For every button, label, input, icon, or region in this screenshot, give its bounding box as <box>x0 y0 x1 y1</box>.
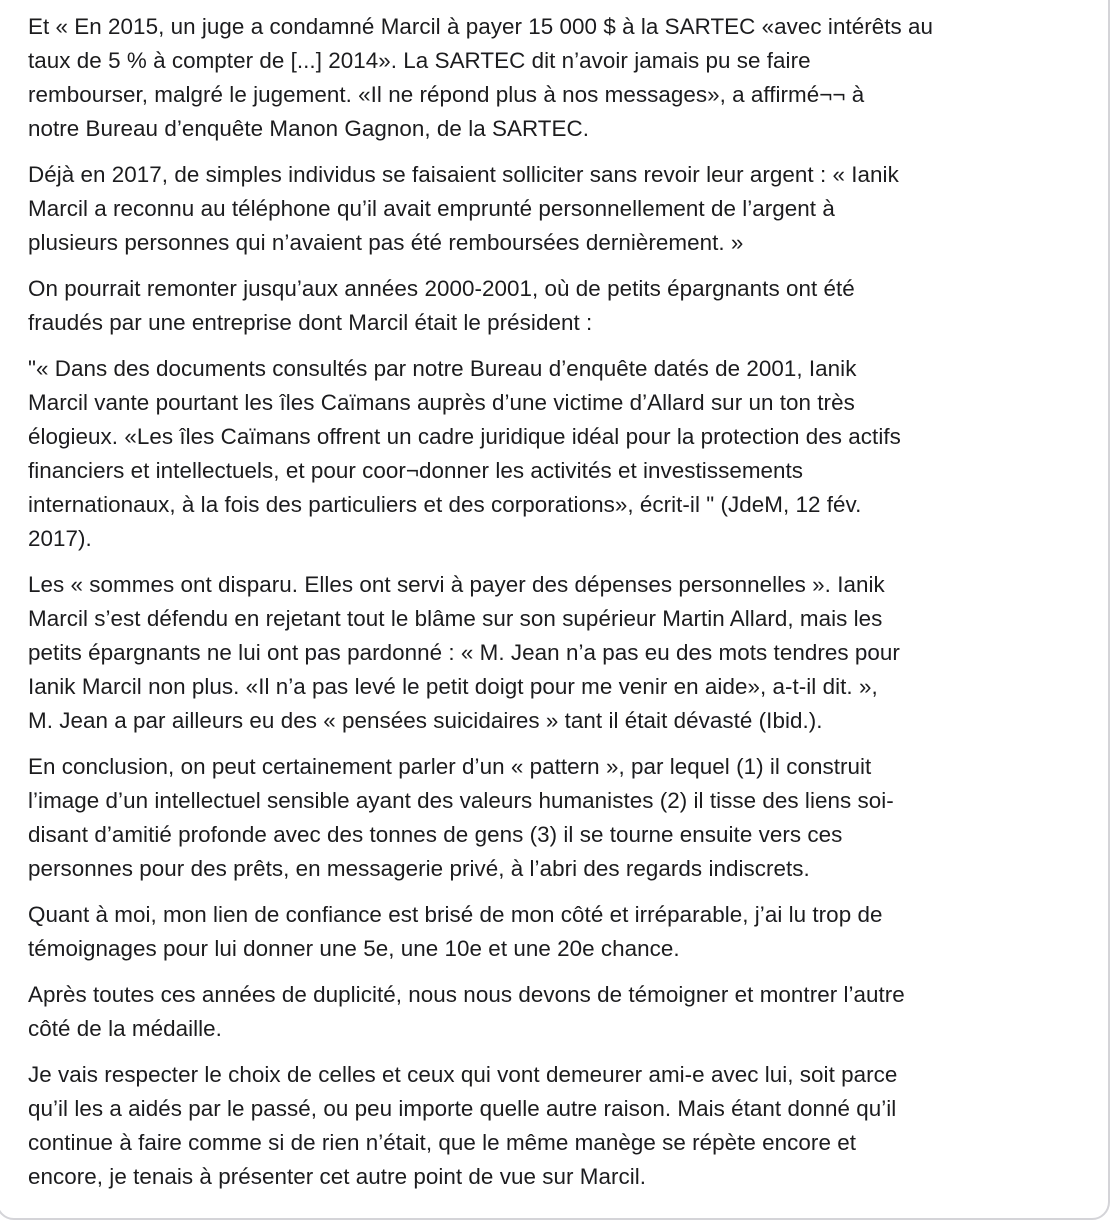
text-line: "« Dans des documents consultés par notre Bureau d’enquête datés de 2001, Ianik <box>28 356 857 381</box>
text-line: qu’il les a aidés par le passé, ou peu importe quelle autre raison. Mais étant donné qu’il <box>28 1096 897 1121</box>
text-line: disant d’amitié profonde avec des tonnes de gens (3) il se tourne ensuite vers ces <box>28 822 843 847</box>
paragraph-conclusion <box>28 750 1098 886</box>
text-line: témoignages pour lui donner une 5e, une 10e et une 20e chance. <box>28 936 680 961</box>
text-line: encore, je tenais à présenter cet autre point de vue sur Marcil. <box>28 1164 647 1189</box>
text-line: côté de la médaille. <box>28 1016 222 1041</box>
text-line: 2017). <box>28 526 92 551</box>
text-line: financiers et intellectuels, et pour coor¬donner les activités et investissements <box>28 458 804 483</box>
text-line: Les « sommes ont disparu. Elles ont servi à payer des dépenses personnelles ». Ianik <box>28 572 885 597</box>
paragraph-2017-individuals <box>28 158 1098 260</box>
text-line: Quant à moi, mon lien de confiance est brisé de mon côté et irréparable, j’ai lu trop de <box>28 902 883 927</box>
text-line: plusieurs personnes qui n’avaient pas été remboursées dernièrement. » <box>28 230 744 255</box>
text-line: Déjà en 2017, de simples individus se faisaient solliciter sans revoir leur argent : « Ianik <box>28 162 899 187</box>
text-line: Je vais respecter le choix de celles et ceux qui vont demeurer ami-e avec lui, soit parce <box>28 1062 898 1087</box>
text-line: personnes pour des prêts, en messagerie privé, à l’abri des regards indiscrets. <box>28 856 810 881</box>
text-line: Ianik Marcil non plus. «Il n’a pas levé le petit doigt pour me venir en aide», a-t-il dit. », <box>28 674 878 699</box>
text-line: M. Jean a par ailleurs eu des « pensées suicidaires » tant il était dévasté (Ibid.). <box>28 708 823 733</box>
paragraph-sartec-judgment <box>28 10 1098 146</box>
text-line: l’image d’un intellectuel sensible ayant des valeurs humanistes (2) il tisse des liens soi- <box>28 788 894 813</box>
text-line: Marcil vante pourtant les îles Caïmans auprès d’une victime d’Allard sur un ton très <box>28 390 855 415</box>
paragraph-cayman-quote <box>28 352 1098 556</box>
text-line: continue à faire comme si de rien n’était, que le même manège se répète encore et <box>28 1130 856 1155</box>
paragraph-2000-2001 <box>28 272 1098 340</box>
paragraph-respect-choice <box>28 1058 1098 1194</box>
text-line: rembourser, malgré le jugement. «Il ne répond plus à nos messages», a affirmé¬¬ à <box>28 82 865 107</box>
text-line: Marcil a reconnu au téléphone qu’il avait emprunté personnellement de l’argent à <box>28 196 835 221</box>
text-line: internationaux, à la fois des particuliers et des corporations», écrit-il " (JdeM, 12 fév. <box>28 492 862 517</box>
paragraph-trust-broken <box>28 898 1098 966</box>
post-body <box>28 10 1098 1206</box>
text-line: On pourrait remonter jusqu’aux années 2000-2001, où de petits épargnants ont été <box>28 276 855 301</box>
text-line: Après toutes ces années de duplicité, nous nous devons de témoigner et montrer l’autre <box>28 982 905 1007</box>
text-line: fraudés par une entreprise dont Marcil était le président : <box>28 310 593 335</box>
text-line: élogieux. «Les îles Caïmans offrent un cadre juridique idéal pour la protection des actifs <box>28 424 901 449</box>
text-line: En conclusion, on peut certainement parler d’un « pattern », par lequel (1) il construit <box>28 754 872 779</box>
text-line: Marcil s’est défendu en rejetant tout le blâme sur son supérieur Martin Allard, mais les <box>28 606 883 631</box>
text-line: petits épargnants ne lui ont pas pardonné : « M. Jean n’a pas eu des mots tendres pour <box>28 640 900 665</box>
paragraph-sums-disappeared <box>28 568 1098 738</box>
text-line: notre Bureau d’enquête Manon Gagnon, de la SARTEC. <box>28 116 589 141</box>
paragraph-duplicity <box>28 978 1098 1046</box>
text-line: taux de 5 % à compter de [...] 2014». La SARTEC dit n’avoir jamais pu se faire <box>28 48 811 73</box>
text-line: Et « En 2015, un juge a condamné Marcil à payer 15 000 $ à la SARTEC «avec intérêts au <box>28 14 934 39</box>
